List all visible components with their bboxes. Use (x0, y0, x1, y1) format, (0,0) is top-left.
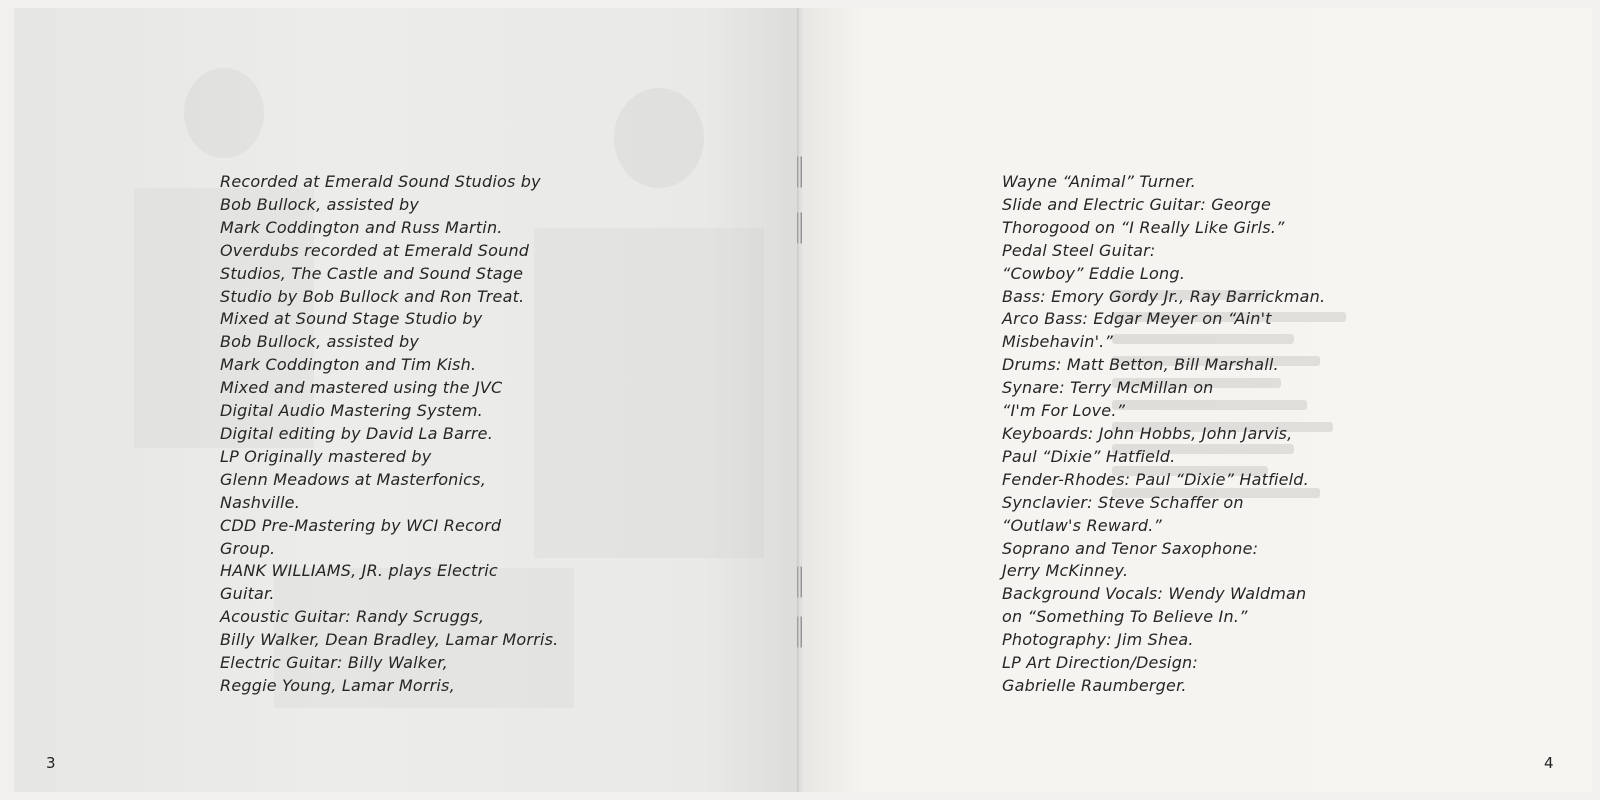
credit-line: Gabrielle Raumberger. (1002, 675, 1187, 695)
credit-line: Group. (220, 538, 276, 558)
credits-text-right (1002, 171, 1325, 698)
ghost-photo-figure (614, 88, 704, 188)
credit-line: Electric Guitar: Billy Walker, (220, 653, 448, 673)
credit-line: Billy Walker, Dean Bradley, Lamar Morris. (220, 630, 559, 650)
credit-line: Overdubs recorded at Emerald Sound (220, 240, 530, 260)
credit-line: Bob Bullock, assisted by (220, 194, 420, 214)
credits-text-left (220, 171, 558, 698)
credit-line: Mark Coddington and Russ Martin. (220, 217, 503, 237)
credit-line: Background Vocals: Wendy Waldman (1002, 584, 1307, 604)
credit-line: Glenn Meadows at Masterfonics, (220, 469, 486, 489)
credit-line: Mixed at Sound Stage Studio by (220, 309, 483, 329)
credit-line: “Cowboy” Eddie Long. (1002, 263, 1186, 283)
credit-line: HANK WILLIAMS, JR. plays Electric (220, 561, 498, 581)
credit-line: Soprano and Tenor Saxophone: (1002, 538, 1259, 558)
credit-line: Slide and Electric Guitar: George (1002, 194, 1272, 214)
credit-line: Pedal Steel Guitar: (1002, 240, 1156, 260)
credit-line: Nashville. (220, 492, 300, 512)
ghost-photo-figure (184, 68, 264, 158)
credit-line: Jerry McKinney. (1002, 561, 1129, 581)
left-page (14, 8, 800, 792)
page-number: 4 (1544, 754, 1554, 772)
credit-line: Synare: Terry McMillan on (1002, 378, 1214, 398)
credit-line: Synclavier: Steve Schaffer on (1002, 492, 1244, 512)
credit-line: Wayne “Animal” Turner. (1002, 172, 1196, 191)
credit-line: Bob Bullock, assisted by (220, 332, 420, 352)
credit-line: Misbehavin'.” (1002, 332, 1113, 352)
ghost-photo-shape (534, 228, 764, 558)
page-number: 3 (46, 754, 56, 772)
credit-line: LP Originally mastered by (220, 446, 432, 466)
credit-line: Arco Bass: Edgar Meyer on “Ain't (1002, 309, 1272, 329)
credit-line: Paul “Dixie” Hatfield. (1002, 446, 1176, 466)
credit-line: LP Art Direction/Design: (1002, 653, 1198, 673)
credit-line: Reggie Young, Lamar Morris, (220, 675, 455, 695)
credit-line: “Outlaw's Reward.” (1002, 515, 1163, 535)
credit-line: Mark Coddington and Tim Kish. (220, 355, 477, 375)
right-page (802, 8, 1592, 792)
credit-line: Thorogood on “I Really Like Girls.” (1002, 217, 1285, 237)
credit-line: Digital Audio Mastering System. (220, 401, 483, 421)
credit-line: Digital editing by David La Barre. (220, 423, 493, 443)
credit-line: Drums: Matt Betton, Bill Marshall. (1002, 355, 1279, 375)
credit-line: CDD Pre-Mastering by WCI Record (220, 515, 502, 535)
credit-line: Photography: Jim Shea. (1002, 630, 1194, 650)
credit-line: Recorded at Emerald Sound Studios by (220, 172, 541, 191)
credit-line: Bass: Emory Gordy Jr., Ray Barrickman. (1002, 286, 1326, 306)
credit-line: Mixed and mastered using the JVC (220, 378, 503, 398)
credit-line: Studios, The Castle and Sound Stage (220, 263, 524, 283)
credit-line: Keyboards: John Hobbs, John Jarvis, (1002, 423, 1293, 443)
credit-line: Acoustic Guitar: Randy Scruggs, (220, 607, 485, 627)
credit-line: Fender-Rhodes: Paul “Dixie” Hatfield. (1002, 469, 1309, 489)
credit-line: “I'm For Love.” (1002, 401, 1126, 421)
credit-line: on “Something To Believe In.” (1002, 607, 1248, 627)
credit-line: Guitar. (220, 584, 275, 604)
credit-line: Studio by Bob Bullock and Ron Treat. (220, 286, 525, 306)
